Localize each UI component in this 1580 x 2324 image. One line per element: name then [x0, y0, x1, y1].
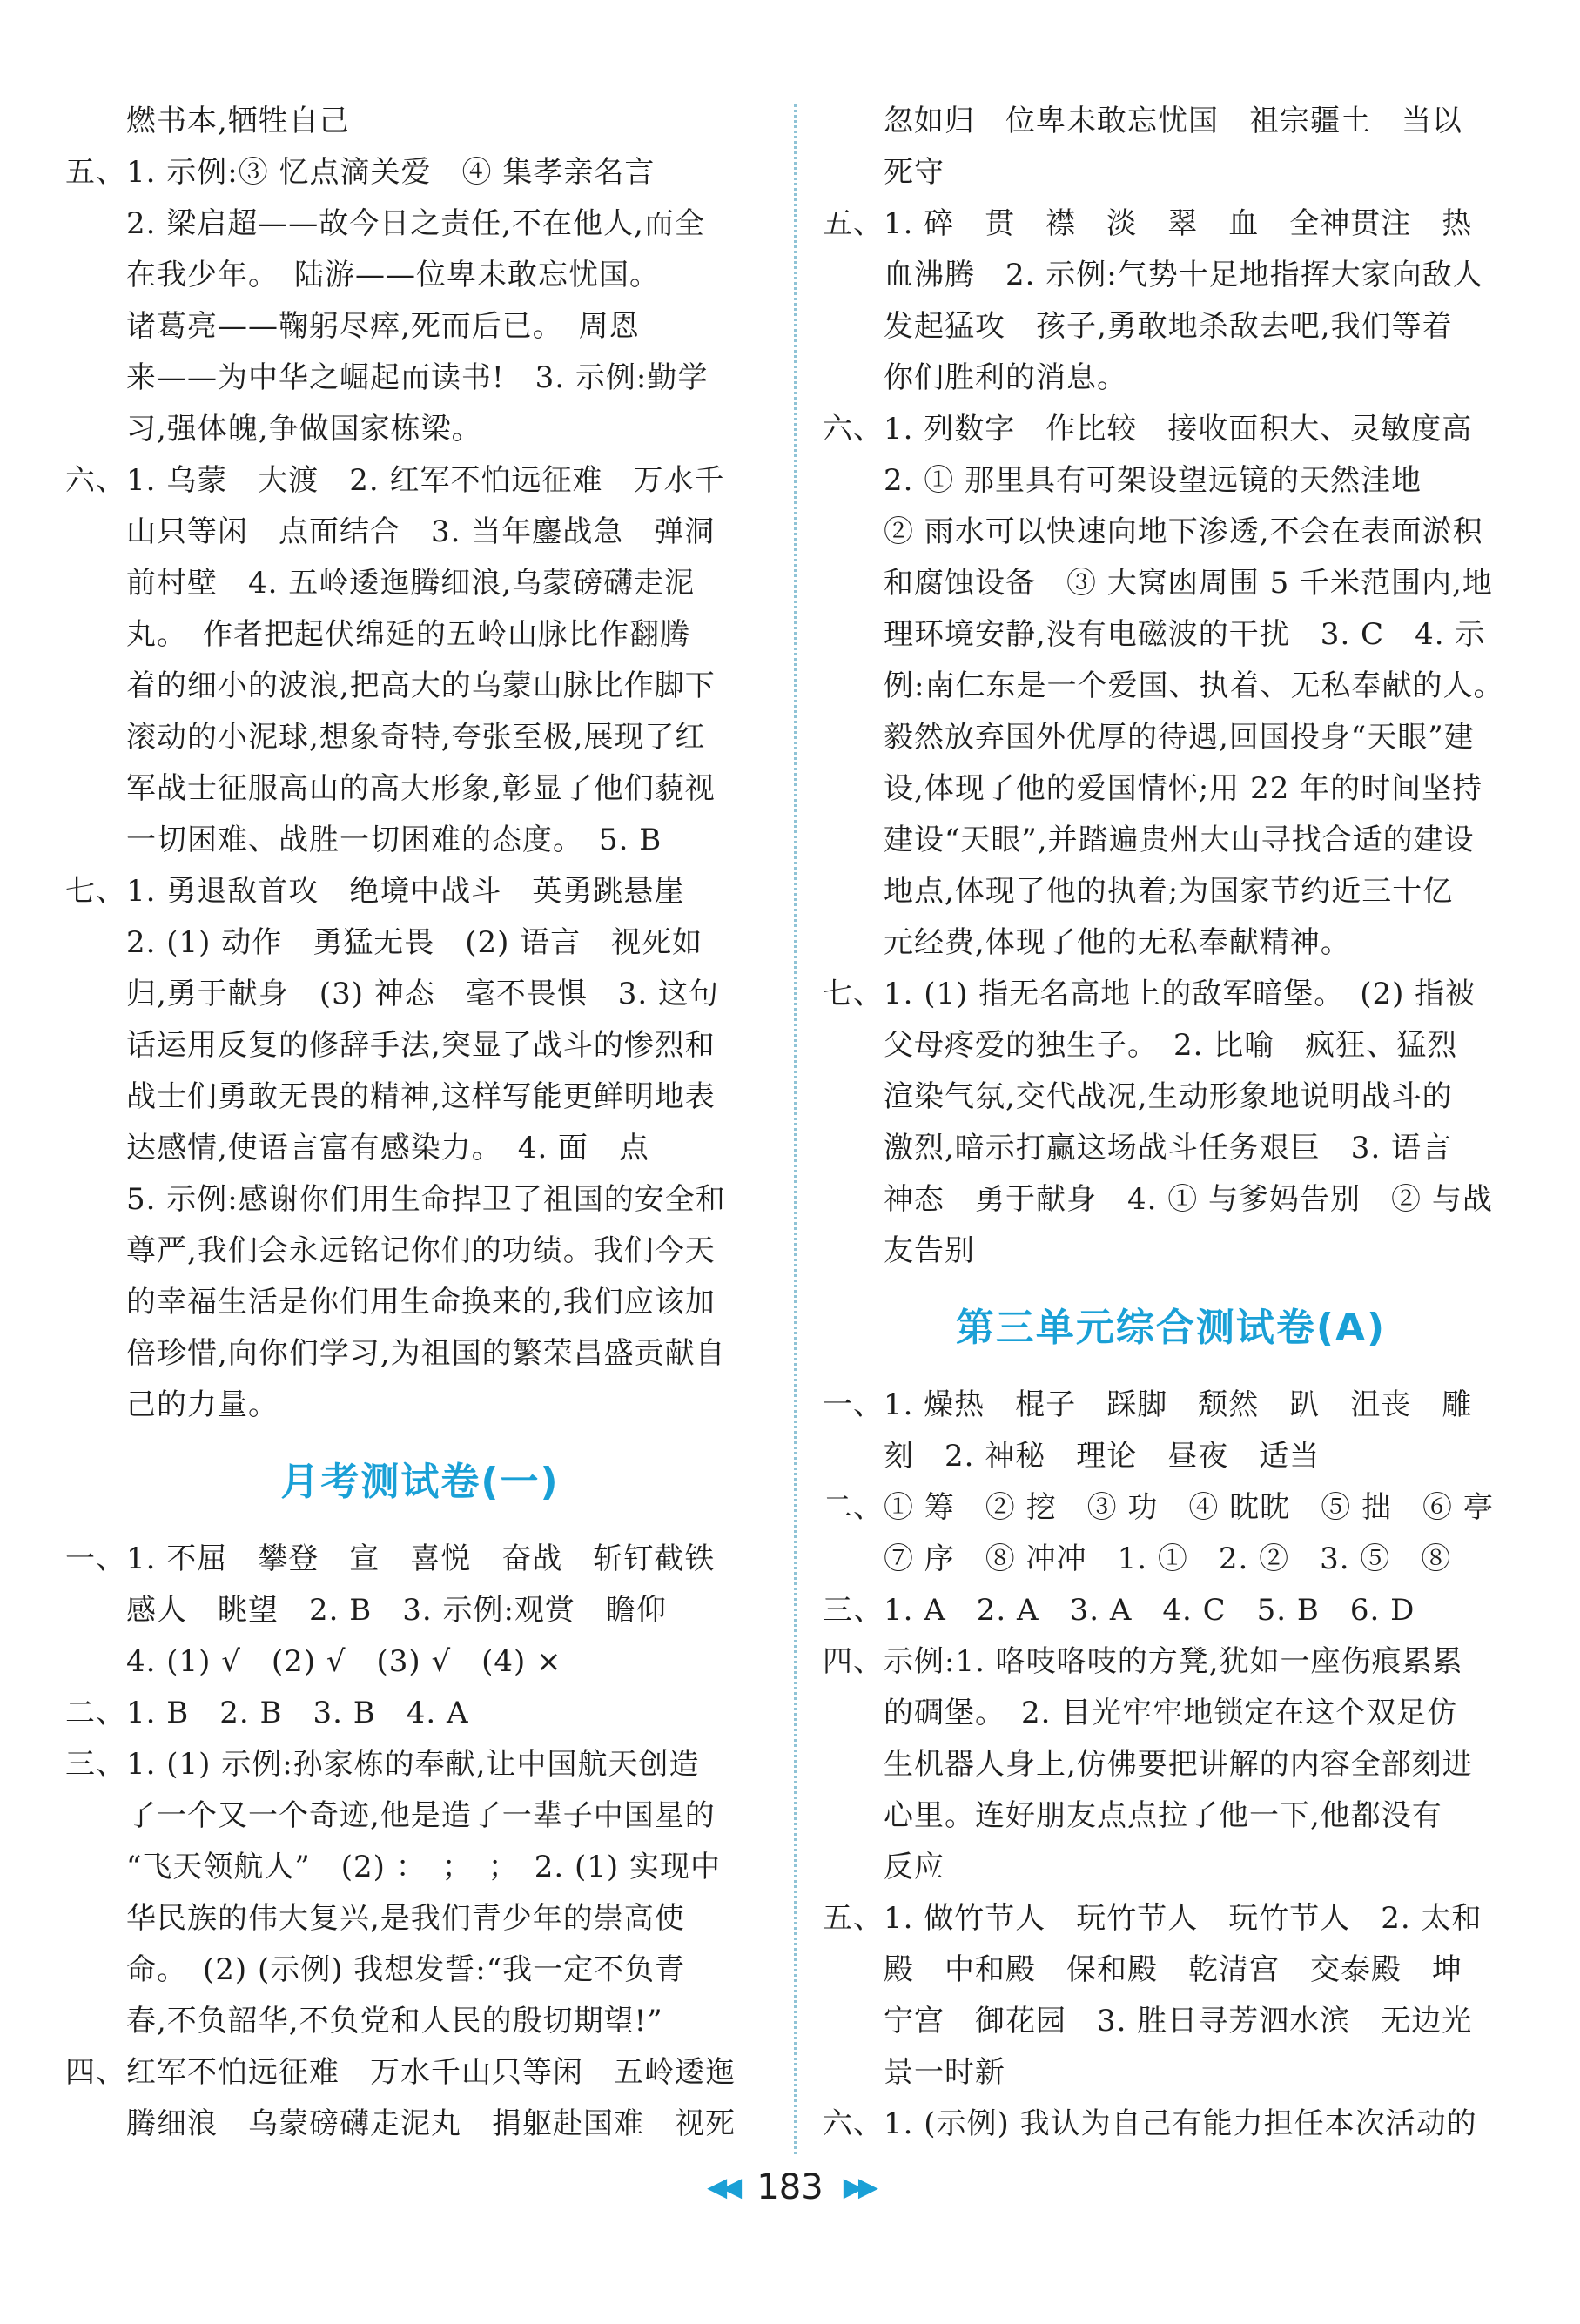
- answer-line: 父母疼爱的独生子。 2. 比喻 疯狂、猛烈: [884, 1028, 1458, 1063]
- answer-line: 在我少年。 陆游——位卑未敢忘忧国。: [126, 258, 660, 292]
- section-title-monthly-test: 月考测试卷(一): [280, 1460, 560, 1504]
- prev-page-arrows-icon[interactable]: ◀◀: [707, 2172, 737, 2203]
- answer-line: 五、1. 示例:③ 忆点滴关爱 ④ 集孝亲名言: [65, 155, 656, 190]
- next-page-arrows-icon[interactable]: ▶▶: [843, 2172, 873, 2203]
- answer-line: 着的细小的波浪,把高大的乌蒙山脉比作脚下: [126, 668, 716, 703]
- answer-line: ② 雨水可以快速向地下渗透,不会在表面淤积: [884, 514, 1483, 549]
- answer-line: “飞天领航人” (2) ： ； ； 2. (1) 实现中: [126, 1850, 721, 1884]
- answer-line: 死守: [884, 155, 945, 190]
- answer-line: 五、1. 做竹节人 玩竹节人 玩竹节人 2. 太和: [823, 1901, 1483, 1936]
- answer-line: 腾细浪 乌蒙磅礴走泥丸 捐躯赴国难 视死: [126, 2106, 736, 2141]
- answer-line: 达感情,使语言富有感染力。 4. 面 点: [126, 1131, 650, 1165]
- answer-line: 六、1. 乌蒙 大渡 2. 红军不怕远征难 万水千: [65, 463, 725, 498]
- answer-line: 四、红军不怕远征难 万水千山只等闲 五岭逶迤: [65, 2055, 736, 2090]
- right-column: [823, 96, 1519, 2150]
- answer-line: 六、1. (示例) 我认为自己有能力担任本次活动的: [823, 2106, 1477, 2141]
- answer-line: 和腐蚀设备 ③ 大窝凼周围 5 千米范围内,地: [884, 566, 1493, 601]
- answer-line: 一、1. 燥热 棍子 踩脚 颓然 趴 沮丧 雕: [823, 1387, 1473, 1422]
- answer-line: 六、1. 列数字 作比较 接收面积大、灵敏度高: [823, 412, 1473, 447]
- answer-line: 生机器人身上,仿佛要把讲解的内容全部刻进: [884, 1747, 1473, 1782]
- answer-line: 地点,体现了他的执着;为国家节约近三十亿: [884, 874, 1454, 909]
- answer-line: 四、示例:1. 咯吱咯吱的方凳,犹如一座伤痕累累: [823, 1644, 1463, 1679]
- answer-line: 习,强体魄,争做国家栋梁。: [126, 412, 482, 447]
- answer-line: 战士们勇敢无畏的精神,这样写能更鲜明地表: [126, 1079, 716, 1114]
- answer-line: 七、1. (1) 指无名高地上的敌军暗堡。 (2) 指被: [823, 977, 1476, 1011]
- answer-line: 例:南仁东是一个爱国、执着、无私奉献的人。: [884, 668, 1504, 703]
- answer-line: ⑦ 序 ⑧ 冲冲 1. ① 2. ② 3. ⑤ ⑧: [884, 1541, 1452, 1576]
- answer-line: 来——为中华之崛起而读书! 3. 示例:勤学: [126, 360, 709, 395]
- page-footer: [0, 2167, 1580, 2207]
- section-title-unit3-test: 第三单元综合测试卷(A): [955, 1306, 1387, 1350]
- answer-line: 春,不负韶华,不负党和人民的殷切期望!”: [126, 2004, 663, 2039]
- answer-line: 归,勇于献身 (3) 神态 毫不畏惧 3. 这句: [126, 977, 720, 1011]
- answer-line: 毅然放弃国外优厚的待遇,回国投身“天眼”建: [884, 720, 1475, 755]
- answer-line: 前村壁 4. 五岭逶迤腾细浪,乌蒙磅礴走泥: [126, 566, 696, 601]
- answer-line: 三、1. (1) 示例:孙家栋的奉献,让中国航天创造: [65, 1747, 700, 1782]
- answer-line: 尊严,我们会永远铭记你们的功绩。我们今天: [126, 1233, 716, 1268]
- left-answer-lines-after: [65, 1534, 775, 2150]
- answer-line: 2. 梁启超——故今日之责任,不在他人,而全: [126, 206, 705, 241]
- answer-line: 华民族的伟大复兴,是我们青少年的崇高使: [126, 1901, 685, 1936]
- answer-line: 三、1. A 2. A 3. A 4. C 5. B 6. D: [823, 1593, 1415, 1628]
- answer-line: 发起猛攻 孩子,勇敢地杀敌去吧,我们等着: [884, 309, 1453, 344]
- answer-line: 渲染气氛,交代战况,生动形象地说明战斗的: [884, 1079, 1453, 1114]
- answer-line: 你们胜利的消息。: [884, 360, 1127, 395]
- column-divider: [794, 104, 797, 2154]
- answer-line: 滚动的小泥球,想象奇特,夸张至极,展现了红: [126, 720, 706, 755]
- right-answer-lines: [823, 96, 1519, 1277]
- answer-line: 一切困难、战胜一切困难的态度。 5. B: [126, 823, 662, 857]
- answer-line: 理环境安静,没有电磁波的干扰 3. C 4. 示: [884, 617, 1486, 652]
- answer-line: 2. ① 那里具有可架设望远镜的天然洼地: [884, 463, 1422, 498]
- answer-line: 燃书本,牺牲自己: [126, 104, 350, 138]
- answer-line: 的碉堡。 2. 目光牢牢地锁定在这个双足仿: [884, 1696, 1458, 1730]
- answer-line: 忽如归 位卑未敢忘忧国 祖宗疆土 当以: [884, 104, 1462, 138]
- answer-line: 感人 眺望 2. B 3. 示例:观赏 瞻仰: [126, 1593, 667, 1628]
- page-number: 183: [756, 2167, 824, 2207]
- answer-line: 二、① 筹 ② 挖 ③ 功 ④ 眈眈 ⑤ 拙 ⑥ 亭: [823, 1490, 1494, 1525]
- answer-line: 了一个又一个奇迹,他是造了一辈子中国星的: [126, 1798, 716, 1833]
- right-answer-lines-after: [823, 1380, 1519, 2150]
- answer-line: 4. (1) √ (2) √ (3) √ (4) ×: [126, 1644, 562, 1679]
- answer-line: 丸。 作者把起伏绵延的五岭山脉比作翻腾: [126, 617, 690, 652]
- left-answer-lines: [65, 96, 775, 1431]
- answer-line: 的幸福生活是你们用生命换来的,我们应该加: [126, 1285, 716, 1320]
- answer-line: 建设“天眼”,并踏遍贵州大山寻找合适的建设: [884, 823, 1475, 857]
- answer-line: 友告别: [884, 1233, 975, 1268]
- answer-line: 2. (1) 动作 勇猛无畏 (2) 语言 视死如: [126, 925, 703, 960]
- answer-line: 话运用反复的修辞手法,突显了战斗的惨烈和: [126, 1028, 716, 1063]
- answer-line: 心里。连好朋友点点拉了他一下,他都没有: [884, 1798, 1442, 1833]
- answer-line: 元经费,体现了他的无私奉献精神。: [884, 925, 1351, 960]
- answer-line: 命。 (2) (示例) 我想发誓:“我一定不负青: [126, 1952, 686, 1987]
- answer-line: 倍珍惜,向你们学习,为祖国的繁荣昌盛贡献自: [126, 1336, 726, 1371]
- answer-line: 己的力量。: [126, 1387, 279, 1422]
- answer-line: 景一时新: [884, 2055, 1005, 2090]
- answer-line: 军战士征服高山的高大形象,彰显了他们藐视: [126, 771, 716, 806]
- left-column: [65, 96, 775, 2150]
- answer-line: 血沸腾 2. 示例:气势十足地指挥大家向敌人: [884, 258, 1483, 292]
- answer-line: 激烈,暗示打赢这场战斗任务艰巨 3. 语言: [884, 1131, 1453, 1165]
- answer-line: 反应: [884, 1850, 945, 1884]
- answer-line: 诸葛亮——鞠躬尽瘁,死而后已。 周恩: [126, 309, 640, 344]
- answer-line: 设,体现了他的爱国情怀;用 22 年的时间坚持: [884, 771, 1483, 806]
- answer-line: 五、1. 碎 贯 襟 淡 翠 血 全神贯注 热: [823, 206, 1473, 241]
- answer-line: 七、1. 勇退敌首攻 绝境中战斗 英勇跳悬崖: [65, 874, 685, 909]
- answer-line: 神态 勇于献身 4. ① 与爹妈告别 ② 与战: [884, 1182, 1493, 1217]
- answer-line: 刻 2. 神秘 理论 昼夜 适当: [884, 1439, 1321, 1474]
- answer-line: 5. 示例:感谢你们用生命捍卫了祖国的安全和: [126, 1182, 726, 1217]
- answer-line: 殿 中和殿 保和殿 乾清宫 交泰殿 坤: [884, 1952, 1462, 1987]
- answer-line: 二、1. B 2. B 3. B 4. A: [65, 1696, 469, 1730]
- answer-line: 一、1. 不屈 攀登 宣 喜悦 奋战 斩钉截铁: [65, 1541, 716, 1576]
- answer-line: 山只等闲 点面结合 3. 当年鏖战急 弹洞: [126, 514, 716, 549]
- answer-line: 宁宫 御花园 3. 胜日寻芳泗水滨 无边光: [884, 2004, 1473, 2039]
